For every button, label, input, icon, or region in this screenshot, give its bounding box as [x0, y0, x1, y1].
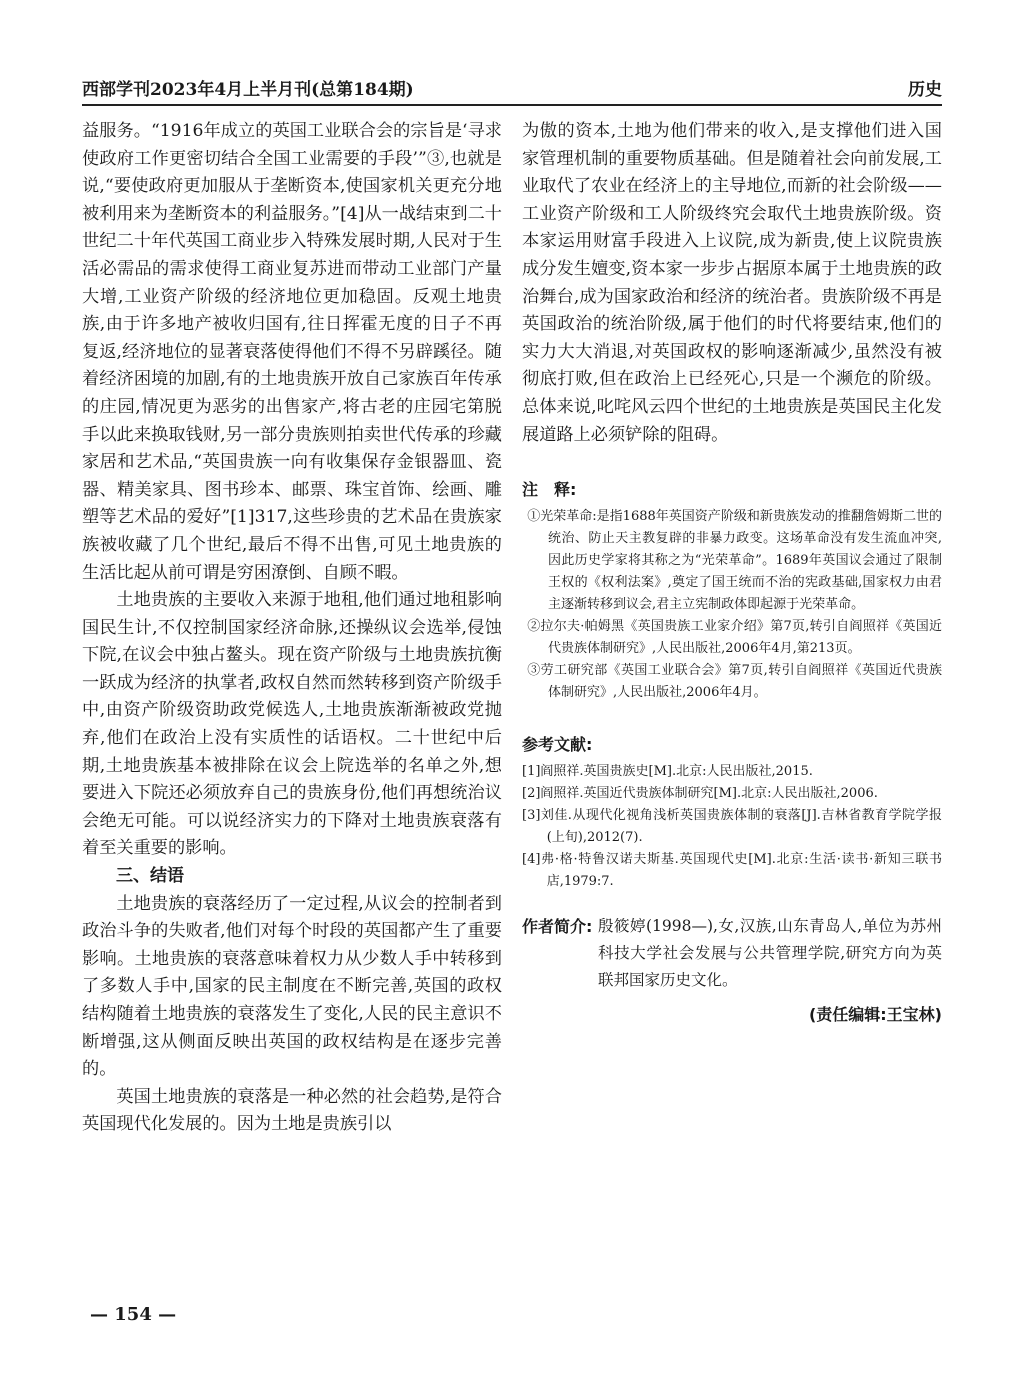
reference-item: [3]刘佳.从现代化视角浅析英国贵族体制的衰落[J].吉林省教育学院学报(上旬),2012(7). [522, 808, 942, 846]
note-item: ③劳工研究部《英国工业联合会》第7页,转引自阎照祥《英国近代贵族体制研究》,人民出版社,2006年4月。 [527, 663, 942, 701]
notes-heading: 注 释: [522, 480, 577, 500]
journal-title: 西部学刊 [82, 80, 150, 100]
header-rule [82, 104, 942, 106]
body-paragraph: 土地贵族的主要收入来源于地租,他们通过地租影响国民生计,不仅控制国家经济命脉,还操纵议会选举,侵蚀下院,在议会中独占鳌头。现在资产阶级与土地贵族抗衡一跃成为经济的执掌者,政权自然而然转移到资产阶级手中,由资产阶级资助政党候选人,土地贵族渐渐被政党抛弃,他们在政治上没有实质性的话语权。二十世纪中后期,土地贵族基本被排除在议会上院选举的名单之外,想要进入下院还必须放弃自己的贵族身份,他们再想统治议会绝无可能。可以说经济实力的下降对土地贵族衰落有着至关重要的影响。 [82, 590, 502, 859]
issue-info: 2023年4月上半月刊(总第184期) [150, 80, 414, 100]
reference-item: [2]阎照祥.英国近代贵族体制研究[M].北京:人民出版社,2006. [522, 786, 878, 802]
left-column [82, 118, 502, 1139]
references-heading: 参考文献: [522, 735, 593, 755]
section-heading: 三、结语 [116, 866, 184, 887]
page-number: — 154 — [90, 1304, 177, 1325]
body-paragraph: 为傲的资本,土地为他们带来的收入,是支撑他们进入国家管理机制的重要物质基础。但是随着社会向前发展,工业取代了农业在经济上的主导地位,而新的社会阶级——工业资产阶级和工人阶级终究会取代土地贵族阶级。资本家运用财富手段进入上议院,成为新贵,使上议院贵族成分发生嬗变,资本家一步步占据原本属于土地贵族的政治舞台,成为国家政治和经济的统治者。贵族阶级不再是英国政治的统治阶级,属于他们的时代将要结束,他们的实力大大消退,对英国政权的影响逐渐减少,虽然没有被彻底打败,但在政治上已经死心,只是一个濒危的阶级。总体来说,叱咤风云四个世纪的土地贵族是英国民主化发展道路上必须铲除的阻碍。 [522, 121, 942, 445]
body-paragraph: 益服务。“1916年成立的英国工业联合会的宗旨是‘寻求使政府工作更密切结合全国工业需要的手段’”③,也就是说,“要使政府更加服从于垄断资本,使国家机关更充分地被利用来为垄断资本的利益服务。”[4]从一战结束到二十世纪二十年代英国工商业步入特殊发展时期,人民对于生活必需品的需求使得工商业复苏进而带动工业部门产量大增,工业资产阶级的经济地位更加稳固。反观土地贵族,由于许多地产被收归国有,往日挥霍无度的日子不再复返,经济地位的显著衰落使得他们不得不另辟蹊径。随着经济困境的加剧,有的土地贵族开放自己家族百年传承的庄园,情况更为恶劣的出售家产,将古老的庄园宅第脱手以此来换取钱财,另一部分贵族则拍卖世代传承的珍藏家居和艺术品,“英国贵族一向有收集保存金银器皿、瓷器、精美家具、图书珍本、邮票、珠宝首饰、绘画、雕塑等艺术品的爱好”[1]317,这些珍贵的艺术品在贵族家族被收藏了几个世纪,最后不得不出售,可见土地贵族的生活比起从前可谓是穷困潦倒、自顾不暇。 [82, 121, 502, 583]
reference-item: [4]弗·格·特鲁汉诺夫斯基.英国现代史[M].北京:生活·读书·新知三联书店,1979:7. [522, 852, 942, 890]
section-label: 历史 [908, 80, 942, 100]
running-header [82, 72, 942, 102]
author-bio [522, 913, 942, 994]
journal-issue-line [82, 75, 414, 100]
body-paragraph: 英国土地贵族的衰落是一种必然的社会趋势,是符合英国现代化发展的。因为土地是贵族引以 [82, 1086, 502, 1135]
note-item: ②拉尔夫·帕姆黑《英国贵族工业家介绍》第7页,转引自阎照祥《英国近代贵族体制研究》,人民出版社,2006年4月,第213页。 [527, 619, 942, 657]
responsible-editor: (责任编辑:王宝林) [808, 1005, 942, 1025]
body-paragraph: 土地贵族的衰落经历了一定过程,从议会的控制者到政治斗争的失败者,他们对每个时段的英国都产生了重要影响。土地贵族的衰落意味着权力从少数人手中转移到了多数人手中,国家的民主制度在不断完善,英国的政权结构随着土地贵族的衰落发生了变化,人民的民主意识不断增强,这从侧面反映出英国的政权结构是在逐步完善的。 [82, 893, 502, 1080]
reference-item: [1]阎照祥.英国贵族史[M].北京:人民出版社,2015. [522, 764, 813, 780]
right-column [522, 118, 942, 1025]
author-bio-text: 殷筱婷(1998—),女,汉族,山东青岛人,单位为苏州科技大学社会发展与公共管理学院,研究方向为英联邦国家历史文化。 [598, 917, 942, 990]
note-item: ①光荣革命:是指1688年英国资产阶级和新贵族发动的推翻詹姆斯二世的统治、防止天主教复辟的非暴力政变。这场革命没有发生流血冲突,因此历史学家将其称之为“光荣革命”。1689年英国议会通过了限制王权的《权利法案》,奠定了国王统而不治的宪政基础,国家权力由君主逐渐转移到议会,君主立宪制政体即起源于光荣革命。 [527, 509, 942, 613]
author-bio-label: 作者简介: [522, 917, 593, 937]
